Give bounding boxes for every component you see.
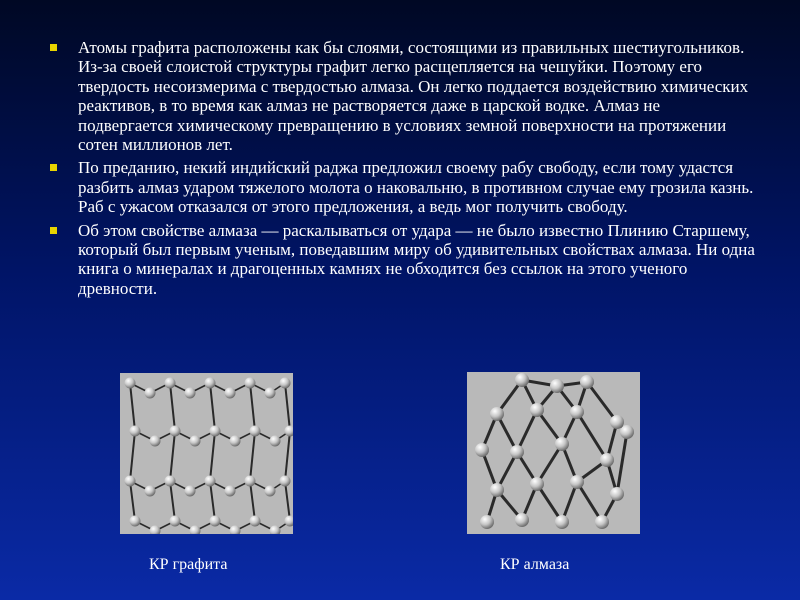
bullet-item-pliny [46, 221, 758, 299]
square-bullet-icon [50, 44, 57, 51]
diamond-lattice-image [467, 372, 640, 534]
square-bullet-icon [50, 227, 57, 234]
graphite-lattice-drawing [120, 373, 293, 534]
bullet-text: По преданию, некий индийский раджа предложил своему рабу свободу, если тому удастся разбить алмаз ударом тяжелого молота о наковальню, в противном случае ему грозила казнь. Раб с ужасом отказался от этого предложения, а ведь мог получить свободу. [78, 158, 754, 217]
caption-graphite: КР графита [149, 556, 228, 573]
bullet-text: Об этом свойстве алмаза — раскалываться от удара — не было известно Плинию Старшему, который был первым ученым, поведавшим миру об удивительных свойствах алмаза. Ни одна книга о минералах и драгоценных камнях не обходится без ссылок на этого ученого древности. [78, 220, 755, 298]
bullet-list [46, 38, 758, 302]
bullet-item-legend [46, 158, 758, 216]
square-bullet-icon [50, 164, 57, 171]
bullet-item-graphite-layers [46, 38, 758, 154]
bullet-text: Атомы графита расположены как бы слоями, состоящими из правильных шестиугольников. Из-за своей слоистой структуры графит легко расщепляется на чешуйки. Поэтому его твердость несоизмерима с твердостью алмаза. Он легко поддается воздействию химических реактивов, в то время как алмаз не растворяется даже в царской водке. Алмаз не подвергается химическому превращению в условиях земной поверхности на протяжении сотен миллионов лет. [78, 38, 749, 155]
caption-diamond: КР алмаза [500, 556, 570, 573]
diamond-lattice-drawing [467, 372, 640, 534]
graphite-lattice-image [120, 373, 293, 534]
